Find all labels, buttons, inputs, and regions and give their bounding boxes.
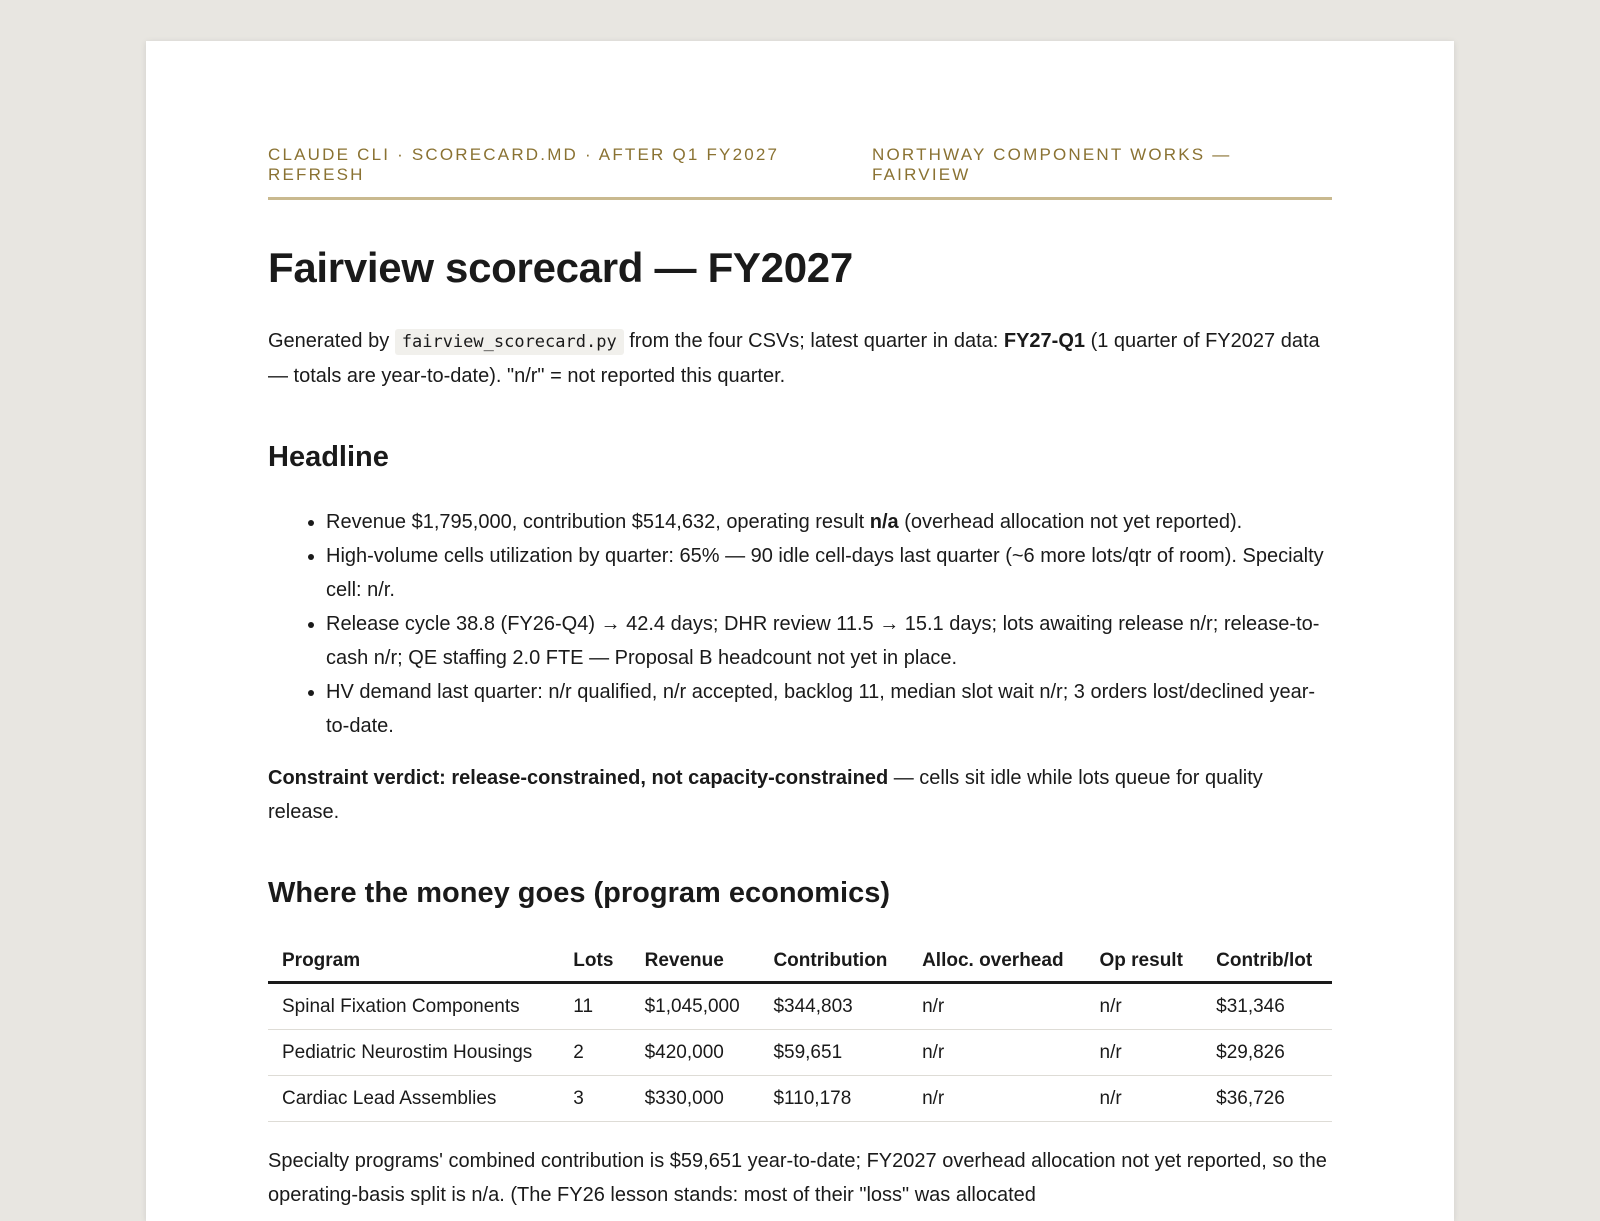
script-filename: fairview_scorecard.py [395, 329, 624, 355]
cell-contrib-per-lot: $31,346 [1202, 983, 1332, 1030]
list-item [326, 505, 1332, 539]
cell-lots: 11 [559, 983, 630, 1030]
headline-list [268, 505, 1332, 743]
list-item: • High-volume cells utilization by quarter: 65% — 90 idle cell-days last quarter (~6 more lots/qtr of room). Specialty cell: n/r. [326, 539, 1332, 607]
page-title: Fairview scorecard — FY2027 [268, 244, 853, 291]
program-economics-table [268, 941, 1332, 1122]
economics-heading: Where the money goes (program economics) [268, 877, 891, 909]
table-row [268, 983, 1332, 1030]
cell-lots: 3 [559, 1076, 630, 1122]
latest-quarter: FY27-Q1 [1003, 330, 1086, 352]
cell-revenue: $330,000 [631, 1076, 760, 1122]
column-header-contrib-per-lot: Contrib/lot [1202, 941, 1332, 983]
cell-op-result: n/r [1086, 1030, 1203, 1076]
header-source-label: CLAUDE CLI · SCORECARD.MD · AFTER Q1 FY2027 REFRESH [268, 145, 780, 184]
verdict-label: Constraint verdict: release-constrained, not capacity-constrained [268, 767, 889, 789]
cell-revenue: $1,045,000 [631, 983, 760, 1030]
intro-text-pre: Generated by [268, 330, 395, 352]
list-item: • Release cycle 38.8 (FY26-Q4) → 42.4 days; DHR review 11.5 → 15.1 days; lots awaiting release n/r; release-to-cash n/r; QE staffing 2.0 FTE — Proposal B headcount not yet in place. [326, 607, 1332, 675]
cell-contrib-per-lot: $36,726 [1202, 1076, 1332, 1122]
running-header [268, 145, 1332, 200]
intro-text-mid: from the four CSVs; latest quarter in data: [623, 330, 1004, 352]
constraint-verdict [268, 761, 1332, 829]
cell-alloc-overhead: n/r [908, 983, 1085, 1030]
cell-alloc-overhead: n/r [908, 1076, 1085, 1122]
cell-contribution: $344,803 [759, 983, 908, 1030]
column-header-revenue: Revenue [631, 941, 760, 983]
cell-alloc-overhead: n/r [908, 1030, 1085, 1076]
operating-result-value: n/a [869, 511, 899, 533]
cell-revenue: $420,000 [631, 1030, 760, 1076]
cell-contrib-per-lot: $29,826 [1202, 1030, 1332, 1076]
cell-op-result: n/r [1086, 983, 1203, 1030]
cell-program: Pediatric Neurostim Housings [268, 1030, 559, 1076]
cell-op-result: n/r [1086, 1076, 1203, 1122]
column-header-program: Program [268, 941, 559, 983]
cell-program: Spinal Fixation Components [268, 983, 559, 1030]
column-header-alloc-overhead: Alloc. overhead [908, 941, 1085, 983]
specialty-programs-note: Specialty programs' combined contribution is $59,651 year-to-date; FY2027 overhead allocation not yet reported, so the operating-basis split is n/a. (The FY26 lesson stands: most of their "loss" was allocated [268, 1150, 1327, 1206]
revenue-text-post: (overhead allocation not yet reported). [898, 511, 1243, 533]
table-row [268, 1076, 1332, 1122]
column-header-op-result: Op result [1086, 941, 1203, 983]
column-header-contribution: Contribution [759, 941, 908, 983]
cell-lots: 2 [559, 1030, 630, 1076]
list-item: • HV demand last quarter: n/r qualified, n/r accepted, backlog 11, median slot wait n/r; 3 orders lost/declined year-to-date. [326, 675, 1332, 743]
intro-text-post: (1 quarter of FY2027 data — totals are year-to-date). "n/r" = not reported this quarter. [268, 330, 1320, 387]
headline-heading: Headline [268, 441, 389, 473]
verdict-text: — cells sit idle while lots queue for quality release. [268, 767, 1263, 823]
header-company-label: NORTHWAY COMPONENT WORKS — FAIRVIEW [872, 145, 1232, 184]
table-row [268, 1030, 1332, 1076]
revenue-text-pre: Revenue $1,795,000, contribution $514,632, operating result [326, 511, 870, 533]
document-content [268, 145, 1332, 1212]
cell-contribution: $110,178 [759, 1076, 908, 1122]
document-page [146, 41, 1454, 1221]
cell-program: Cardiac Lead Assemblies [268, 1076, 559, 1122]
cell-contribution: $59,651 [759, 1030, 908, 1076]
column-header-lots: Lots [559, 941, 630, 983]
table-header-row [268, 941, 1332, 983]
intro-paragraph [268, 324, 1332, 393]
